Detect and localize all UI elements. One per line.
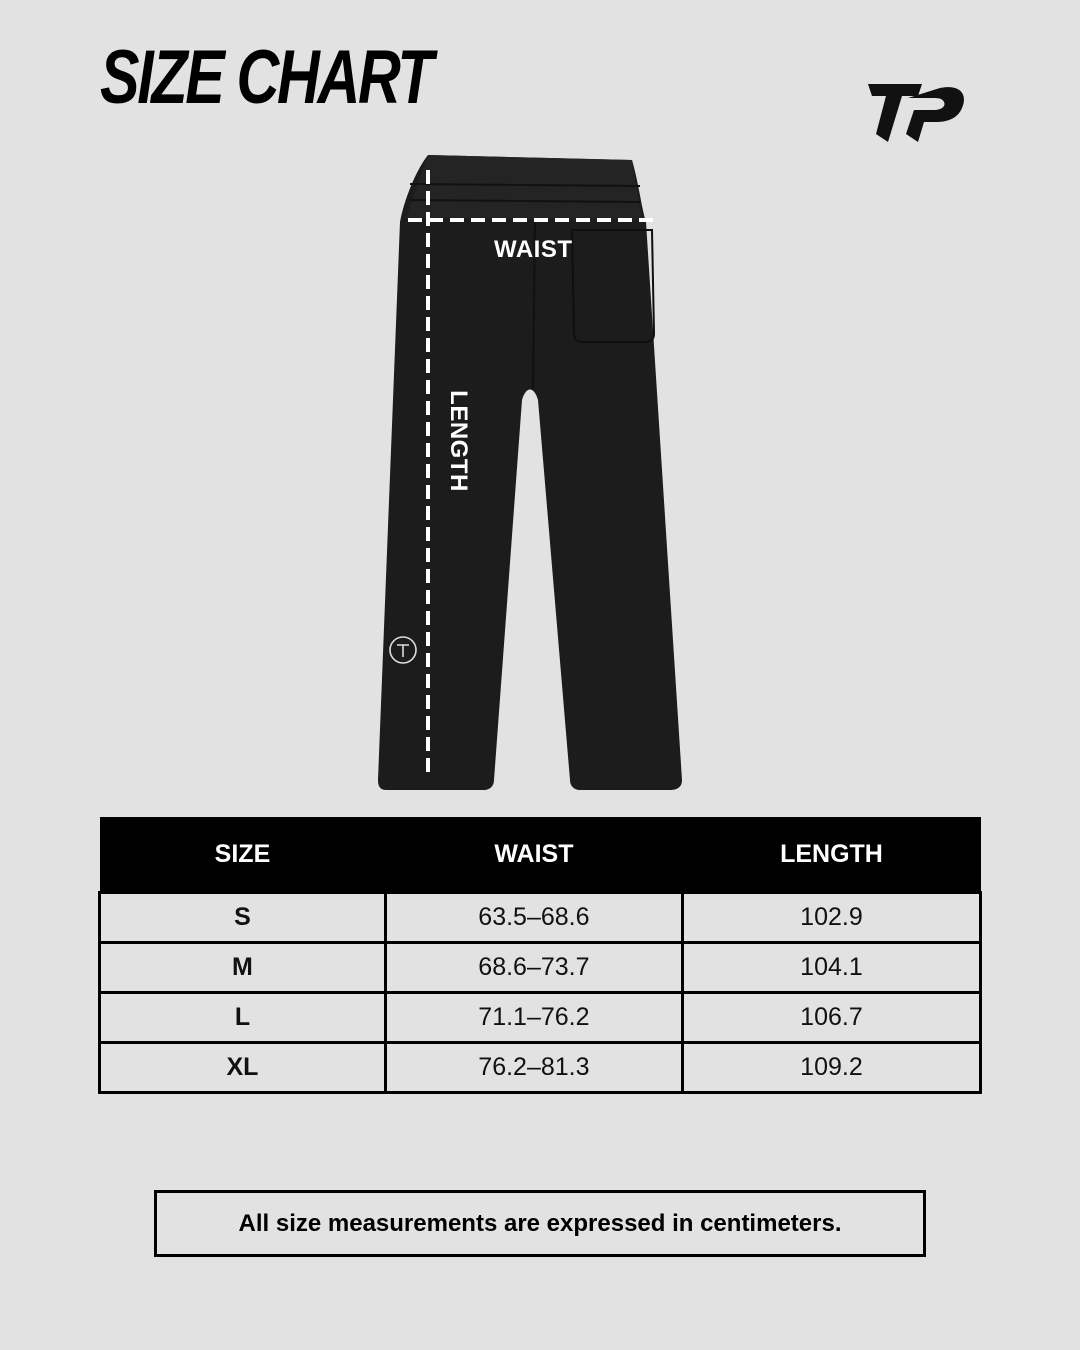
size-cell: XL <box>100 1043 386 1093</box>
header-waist: WAIST <box>385 817 682 893</box>
size-cell: M <box>100 943 386 993</box>
length-label: LENGTH <box>445 390 472 492</box>
header-length: LENGTH <box>682 817 980 893</box>
length-cell: 102.9 <box>682 893 980 943</box>
size-cell: L <box>100 993 386 1043</box>
units-note-text: All size measurements are expressed in centimeters. <box>238 1209 842 1237</box>
waist-cell: 71.1–76.2 <box>385 993 682 1043</box>
table-row <box>100 893 981 943</box>
length-cell: 106.7 <box>682 993 980 1043</box>
table-row <box>100 993 981 1043</box>
waist-label: WAIST <box>494 236 573 263</box>
table-row <box>100 1043 981 1093</box>
table-header-row <box>100 817 981 893</box>
waist-cell: 63.5–68.6 <box>385 893 682 943</box>
header-size: SIZE <box>100 817 386 893</box>
brand-logo-icon <box>868 84 966 146</box>
units-note <box>154 1190 926 1257</box>
table-row <box>100 943 981 993</box>
waist-cell: 68.6–73.7 <box>385 943 682 993</box>
size-cell: S <box>100 893 386 943</box>
size-table <box>98 817 982 1094</box>
waistband <box>406 155 642 220</box>
page-title: SIZE CHART <box>100 35 432 120</box>
length-cell: 109.2 <box>682 1043 980 1093</box>
waist-cell: 76.2–81.3 <box>385 1043 682 1093</box>
length-cell: 104.1 <box>682 943 980 993</box>
